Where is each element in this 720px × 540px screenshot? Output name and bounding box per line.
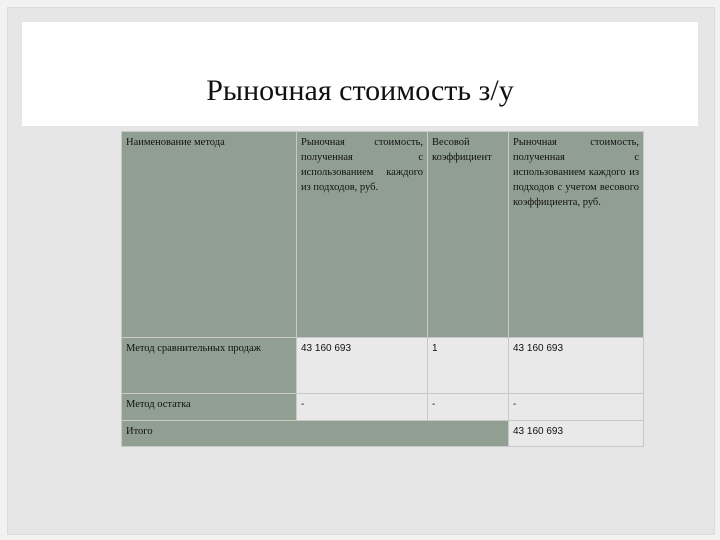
table-header-row <box>122 132 644 338</box>
row-weight: - <box>428 394 509 421</box>
header-market-value: Рыночная стоимость, полученная с использованием каждого из подходов, руб. <box>297 132 428 338</box>
row-value: 43 160 693 <box>297 338 428 394</box>
table-row <box>122 338 644 394</box>
table-total-row <box>122 421 644 447</box>
row-weight: 1 <box>428 338 509 394</box>
valuation-table <box>121 131 644 447</box>
row-method: Метод сравнительных продаж <box>122 338 297 394</box>
row-method: Метод остатка <box>122 394 297 421</box>
header-method: Наименование метода <box>122 132 297 338</box>
total-value: 43 160 693 <box>509 421 644 447</box>
total-label: Итого <box>122 421 509 447</box>
row-value: - <box>297 394 428 421</box>
row-weighted: 43 160 693 <box>509 338 644 394</box>
table-row <box>122 394 644 421</box>
slide-title: Рыночная стоимость з/у <box>206 74 514 107</box>
row-weighted: - <box>509 394 644 421</box>
header-weight: Весовой коэффициент <box>428 132 509 338</box>
title-box <box>22 22 698 126</box>
header-weighted-value: Рыночная стоимость, полученная с использованием каждого из подходов с учетом весового коэффициента, руб. <box>509 132 644 338</box>
